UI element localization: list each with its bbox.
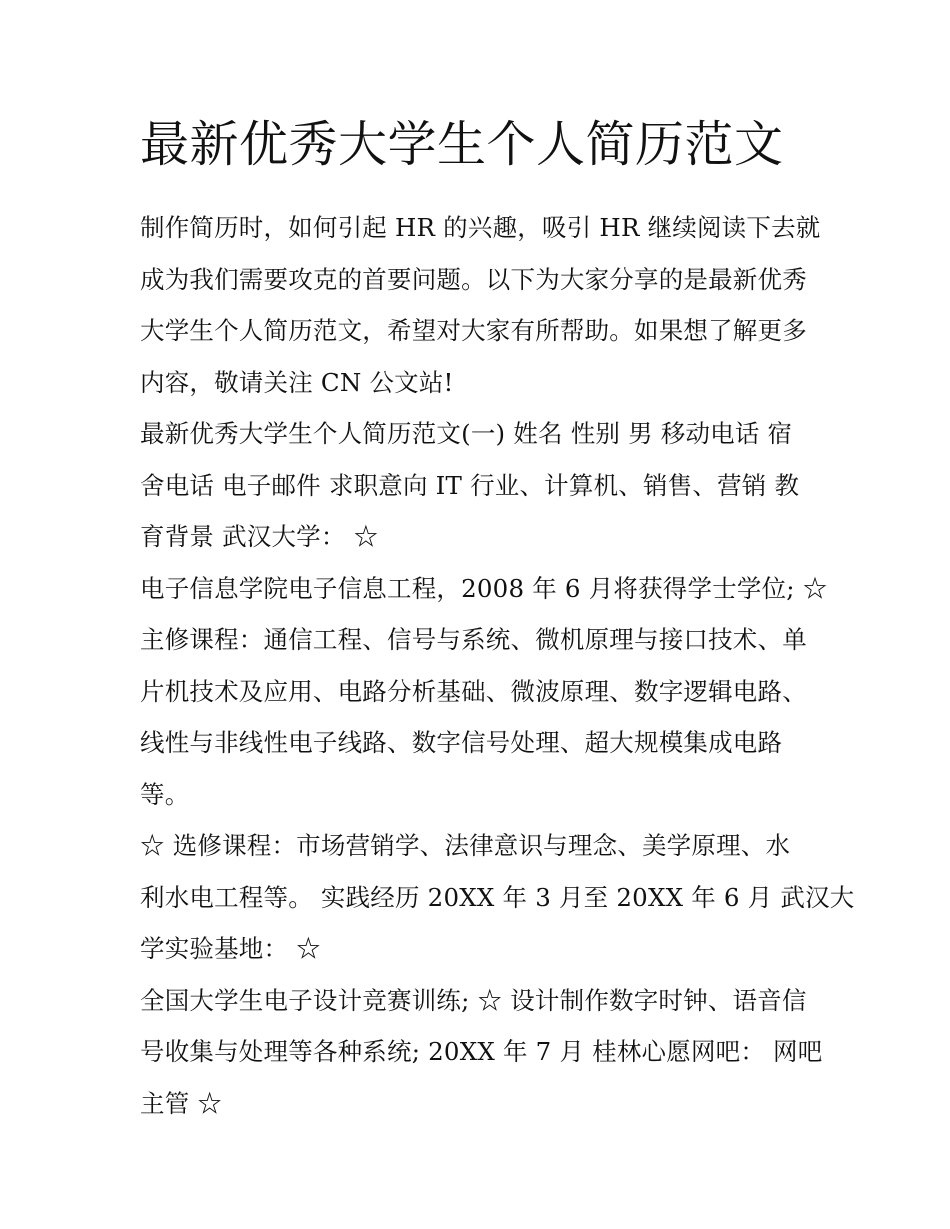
text-line: 最新优秀大学生个人简历范文(一) 姓名 性别 男 移动电话 宿 — [140, 419, 793, 448]
document-body — [140, 112, 855, 1129]
text-line: 等。 — [140, 779, 190, 809]
text-line: 利水电工程等。 实践经历 20XX 年 3 月至 20XX 年 6 月 武汉大 — [140, 882, 855, 912]
education-paragraph — [140, 563, 828, 821]
resume-header-paragraph — [140, 408, 816, 563]
text-line: 制作简历时，如何引起 HR 的兴趣，吸引 HR 继续阅读下去就 — [140, 213, 821, 242]
text-line: 大学生个人简历范文，希望对大家有所帮助。如果想了解更多 — [140, 316, 807, 345]
text-line: 育背景 武汉大学： ☆ — [140, 522, 379, 551]
text-line: 线性与非线性电子线路、数字信号处理、超大规模集成电路 — [140, 728, 783, 757]
elective-courses-paragraph — [140, 820, 855, 975]
experience-paragraph — [140, 975, 823, 1130]
text-line: 学实验基地： ☆ — [140, 934, 321, 963]
text-line: 主管 ☆ — [140, 1088, 223, 1118]
text-line: 片机技术及应用、电路分析基础、微波原理、数字逻辑电路、 — [140, 676, 807, 706]
text-line: ☆ 选修课程：市场营销学、法律意识与理念、美学原理、水 — [140, 831, 791, 860]
text-line: 主修课程：通信工程、信号与系统、微机原理与接口技术、单 — [140, 625, 807, 654]
text-line: 成为我们需要攻克的首要问题。以下为大家分享的是最新优秀 — [140, 264, 807, 294]
text-line: 号收集与处理等各种系统; 20XX 年 7 月 桂林心愿网吧： 网吧 — [140, 1037, 823, 1066]
text-line: 舍电话 电子邮件 求职意向 IT 行业、计算机、销售、营销 教 — [140, 470, 800, 500]
intro-paragraph — [140, 202, 821, 408]
text-line: 电子信息学院电子信息工程，2008 年 6 月将获得学士学位; ☆ — [140, 573, 828, 603]
text-line: 内容，敬请关注 CN 公文站! — [140, 367, 454, 397]
document-title: 最新优秀大学生个人简历范文 — [140, 116, 784, 173]
text-line: 全国大学生电子设计竞赛训练; ☆ 设计制作数字时钟、语音信 — [140, 985, 807, 1015]
